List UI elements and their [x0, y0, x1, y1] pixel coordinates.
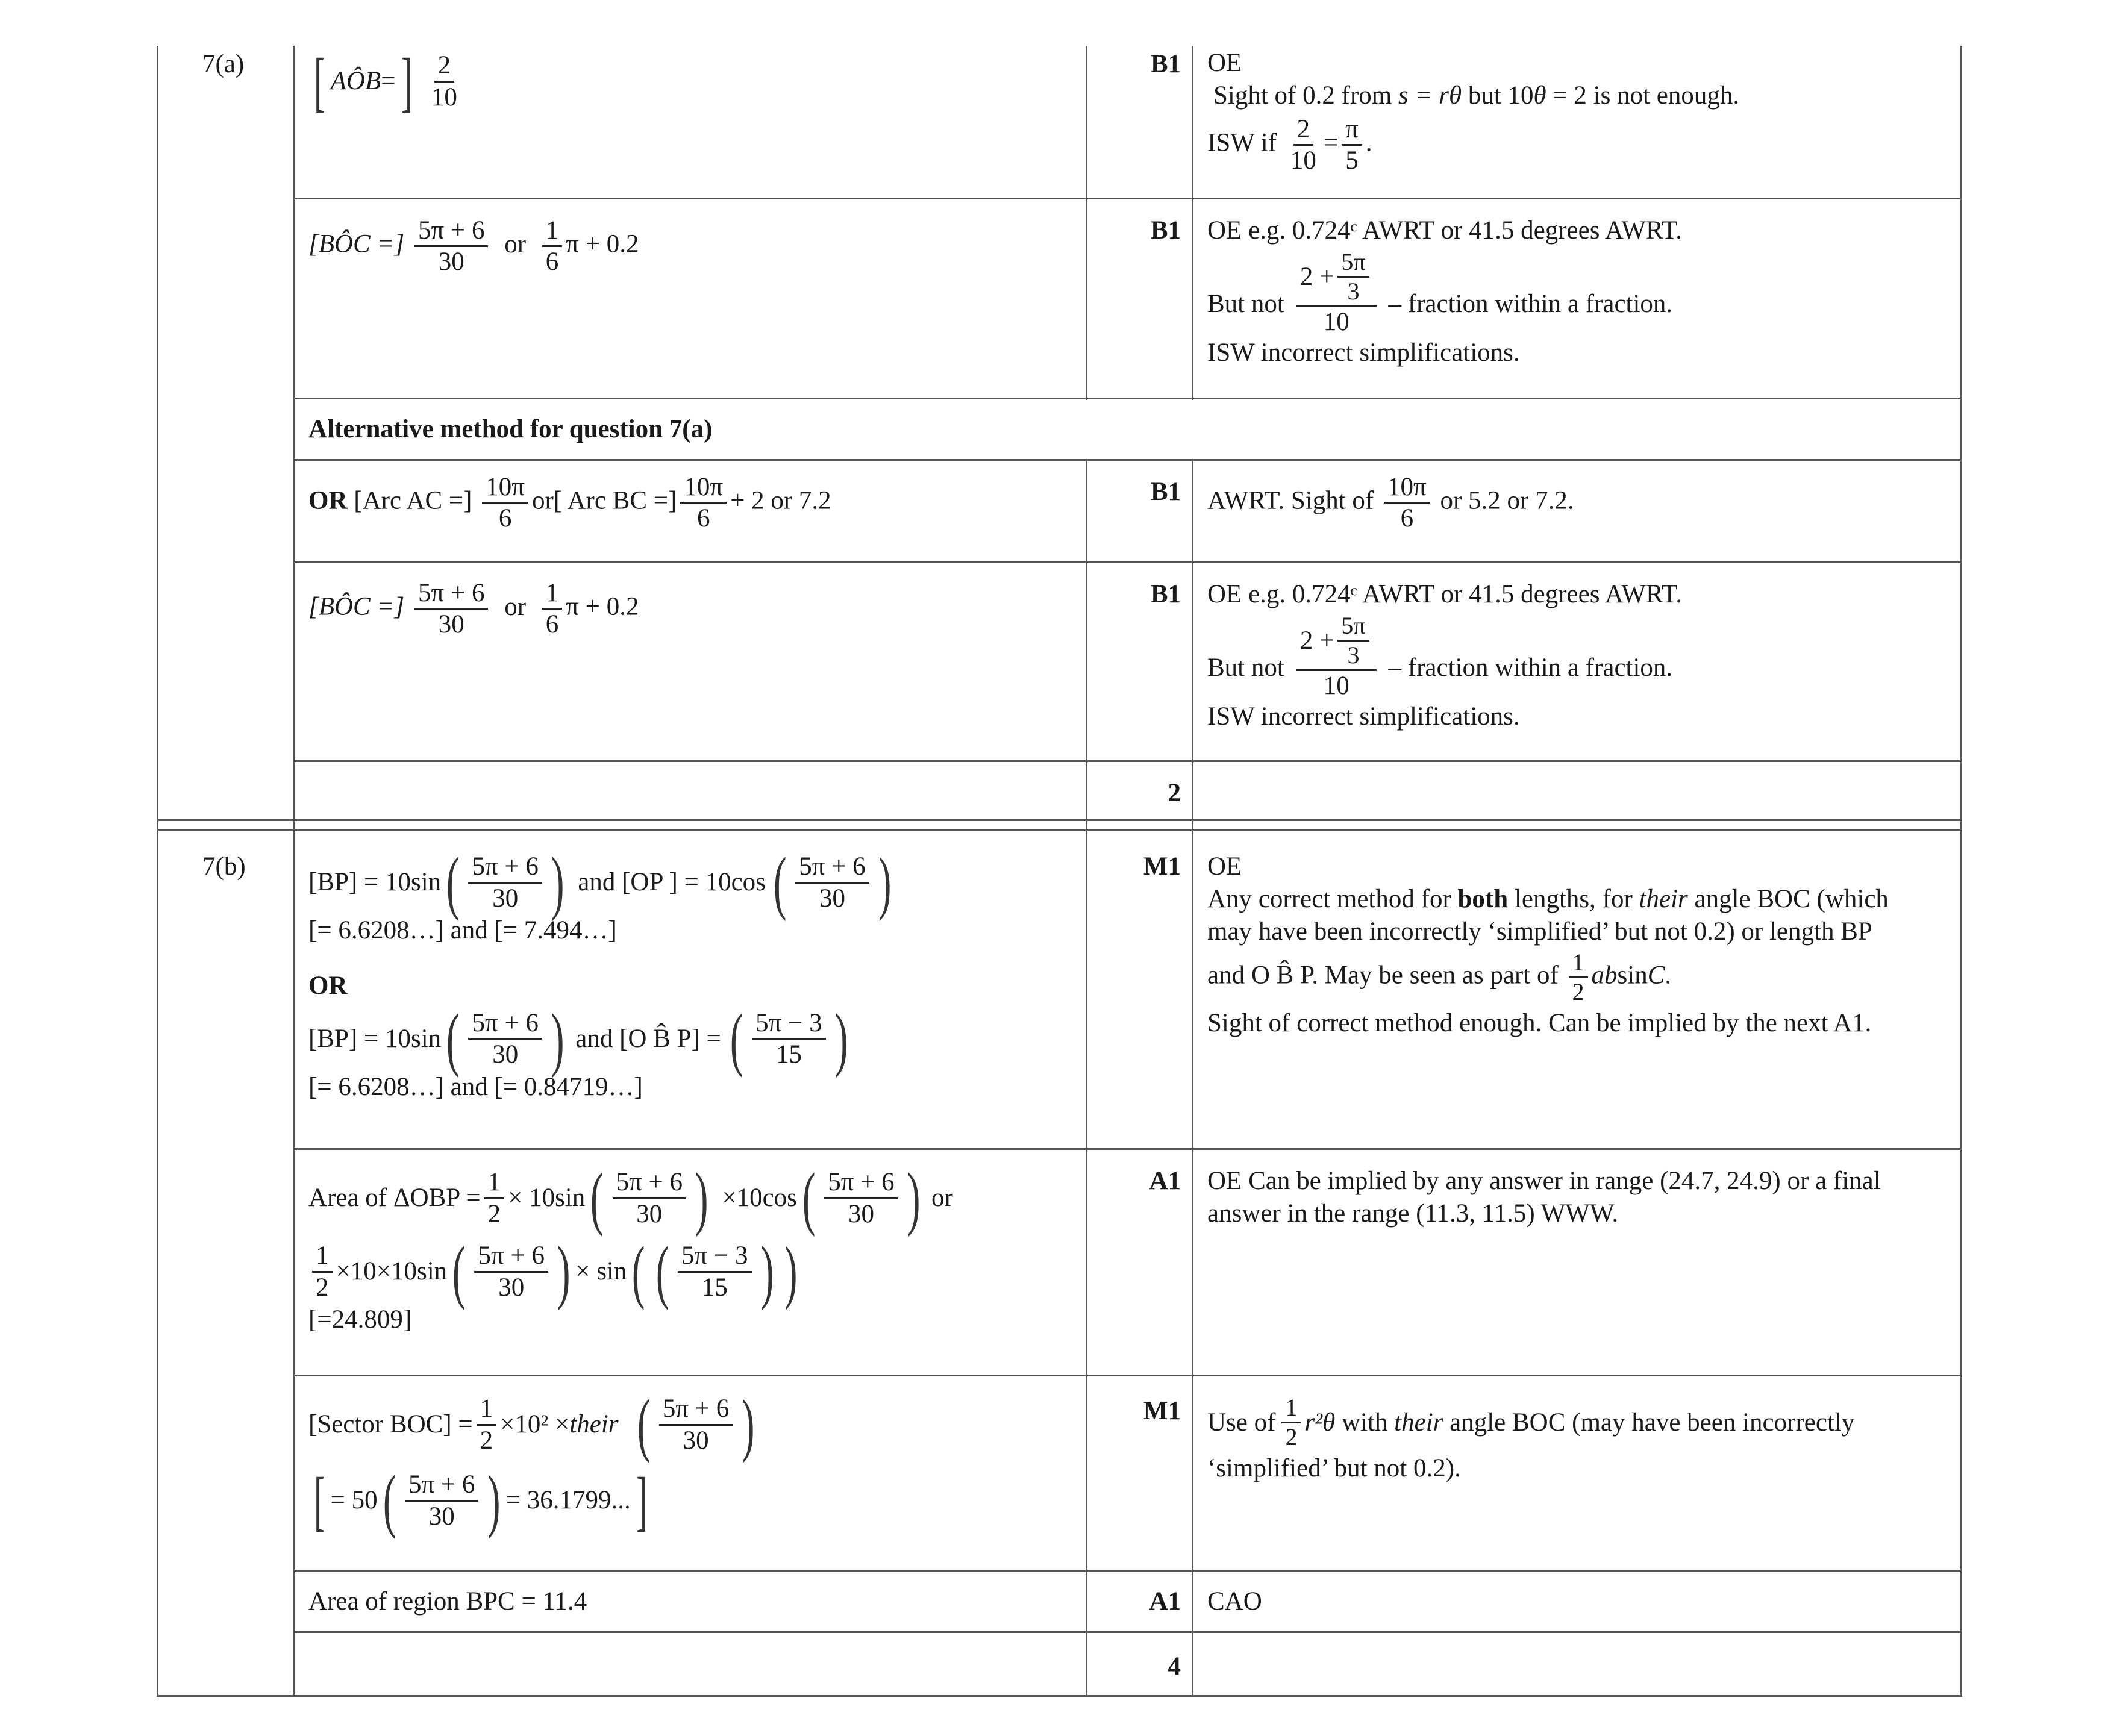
denominator: 10 — [1323, 671, 1349, 700]
fraction — [474, 1242, 548, 1300]
text-their: their — [1639, 884, 1688, 913]
denominator: 6 — [498, 504, 512, 533]
guidance-line: OE Can be implied by any answer in range (24.7, 24.9) or a final — [1207, 1167, 1881, 1195]
7b-row4-mark: A1 — [1149, 1587, 1181, 1616]
guidance-oe-line: OE e.g. 0.724ᶜ AWRT or 41.5 degrees AWRT. — [1207, 216, 1682, 245]
text: and O B̂ P. May be seen as part of — [1207, 961, 1559, 990]
numerator: 5π — [1337, 249, 1369, 278]
arc-ac-label: [Arc AC =] — [354, 486, 472, 515]
rule-7b-r2 — [293, 1375, 1962, 1376]
rule-left-outer — [157, 46, 158, 1697]
text: Any correct method for — [1207, 884, 1458, 913]
guidance-isw-line: ISW incorrect simplifications. — [1207, 702, 1520, 731]
text: angle BOC (may have been incorrectly — [1443, 1408, 1855, 1437]
rule-7a-r1 — [293, 198, 1962, 199]
guidance-isw-line — [1207, 116, 1954, 174]
text: + 2 or 7.2 — [730, 486, 831, 515]
fraction — [1337, 613, 1369, 668]
text: 2 + — [1299, 626, 1334, 655]
denominator: 6 — [545, 610, 559, 639]
text: ×10×10sin — [336, 1257, 448, 1286]
denominator: 2 — [480, 1426, 493, 1455]
numerator: 10π — [680, 473, 727, 504]
rule-right-outer — [1960, 46, 1962, 1697]
fraction — [542, 579, 563, 638]
guidance-line — [1207, 1395, 1954, 1450]
text: and [O B̂ P] = — [575, 1024, 721, 1053]
7b-row1-mark: M1 — [1143, 852, 1181, 881]
denominator: 6 — [696, 504, 710, 533]
text: angle BOC (which — [1687, 884, 1889, 913]
denominator: 6 — [1400, 504, 1414, 533]
denominator: 30 — [498, 1273, 525, 1302]
text-their: their — [569, 1410, 619, 1439]
numerator: 1 — [542, 579, 563, 610]
rule-col-question — [293, 46, 295, 1697]
7b-row2-guidance — [1207, 1165, 1954, 1230]
sector-value-line — [308, 1461, 1080, 1540]
text: [BP] = 10sin — [308, 868, 442, 897]
or-bold: OR — [308, 971, 348, 1000]
text: Use of — [1207, 1408, 1276, 1437]
7b-row2-answer — [308, 1158, 1080, 1336]
fraction-2-over-10 — [428, 52, 461, 110]
numerator: 1 — [484, 1169, 505, 1199]
numerator: 10π — [1384, 473, 1430, 504]
denominator: 30 — [438, 248, 464, 276]
equals-sign: = — [1323, 128, 1339, 157]
text: [Sector BOC] = — [308, 1410, 473, 1439]
guidance-sight-line — [1213, 80, 1954, 112]
rule-7b-r1 — [293, 1148, 1962, 1150]
denominator: 30 — [492, 884, 519, 913]
bp-obp-line — [308, 999, 1080, 1078]
denominator: 15 — [775, 1040, 802, 1069]
fraction — [414, 217, 488, 275]
paren-group: ( $\frac{5\pi + 6}{30}$ ) — [637, 1385, 755, 1464]
guidance-line — [1207, 883, 1954, 916]
rule-7a-r2 — [293, 398, 1962, 399]
numerator: 5π + 6 — [824, 1169, 898, 1199]
paren-group: ( $\frac{5\pi + 6}{30}$ ) — [446, 999, 564, 1078]
denominator: 5 — [1345, 146, 1359, 175]
guidance-line: answer in the range (11.3, 11.5) WWW. — [1207, 1199, 1619, 1228]
paren-group: ( $\frac{5\pi + 6}{30}$ ) — [802, 1158, 921, 1237]
paren-group: ( $\frac{5\pi - 3}{15}$ ) — [655, 1232, 774, 1311]
denominator: 30 — [636, 1199, 663, 1228]
text: × 10sin — [508, 1184, 586, 1213]
denominator: 10 — [1290, 146, 1316, 175]
7b-row3-answer — [308, 1385, 1080, 1540]
ab: ab — [1591, 961, 1618, 990]
text: × sin — [575, 1257, 627, 1286]
7a-total-marks: 2 — [1168, 779, 1181, 807]
7a-row1-mark: B1 — [1150, 50, 1181, 78]
formula-r-squared-theta: r²θ — [1304, 1408, 1336, 1437]
numerator: 5π − 3 — [752, 1010, 825, 1040]
guidance-but-not-line — [1207, 249, 1954, 336]
fraction — [468, 853, 542, 911]
7b-row1-guidance — [1207, 851, 1954, 1040]
sin: sin — [1617, 961, 1648, 990]
numerator: 5π — [1337, 613, 1369, 642]
guidance-isw-line: ISW incorrect simplifications. — [1207, 338, 1520, 367]
guidance-line: may have been incorrectly ‘simplified’ but not 0.2) or length BP — [1207, 917, 1872, 946]
or-text: or — [504, 592, 527, 621]
7b-total-marks: 4 — [1168, 1652, 1181, 1681]
7a-row3-mark: B1 — [1150, 478, 1181, 506]
guidance-oe: OE — [1207, 852, 1242, 881]
text: ×10cos — [722, 1184, 797, 1213]
text: = 36.1799... — [505, 1486, 631, 1515]
7b-row4-answer: Area of region BPC = 11.4 — [308, 1587, 587, 1616]
numerator: 5π + 6 — [659, 1395, 733, 1425]
7b-row3-mark: M1 — [1143, 1397, 1181, 1425]
numerator: 5π + 6 — [414, 217, 488, 247]
text: [BP] = 10sin — [308, 1024, 442, 1053]
denominator: 30 — [819, 884, 845, 913]
rule-7a-end-1 — [157, 819, 1962, 821]
fraction — [1569, 950, 1588, 1005]
paren-group: ( $\frac{5\pi + 6}{30}$ ) — [383, 1461, 501, 1540]
fraction — [613, 1169, 686, 1227]
7a-row1-guidance — [1207, 47, 1954, 174]
numerator: 5π + 6 — [613, 1169, 686, 1199]
numerator: 1 — [1569, 950, 1588, 978]
rule-bottom — [157, 1695, 1962, 1697]
numerator: π — [1342, 116, 1362, 146]
theta: θ — [1533, 81, 1546, 110]
values-line: [= 6.6208…] and [= 0.84719…] — [308, 1072, 643, 1101]
numerator: 5π + 6 — [795, 853, 869, 883]
text: or 5.2 or 7.2. — [1440, 486, 1574, 515]
pi-plus-text: π + 0.2 — [566, 592, 639, 621]
text: Area of ΔOBP = — [308, 1184, 481, 1213]
alternative-method-heading: Alternative method for question 7(a) — [308, 415, 713, 443]
denominator: 10 — [1323, 307, 1349, 336]
text: but 10 — [1462, 81, 1534, 110]
denominator: 15 — [701, 1273, 728, 1302]
question-number-7b: 7(b) — [202, 852, 246, 881]
fraction — [1384, 473, 1430, 532]
denominator: 2 — [487, 1199, 501, 1228]
arc-bc-label: or[ Arc BC =] — [531, 486, 677, 515]
denominator: 30 — [428, 1502, 455, 1531]
numerator: 10π — [482, 473, 528, 504]
paren-group: ( ( $\frac{5\pi - 3}{15}$ ) ) — [632, 1232, 798, 1311]
area-obp-line — [308, 1158, 1080, 1237]
c: C — [1647, 961, 1665, 990]
denominator: 10 — [431, 83, 457, 111]
7a-row1-answer — [308, 45, 464, 118]
7a-row4-mark: B1 — [1150, 580, 1181, 608]
text: lengths, for — [1508, 884, 1639, 913]
fraction — [414, 579, 488, 638]
rule-7b-r4 — [293, 1631, 1962, 1633]
pi-plus-text: π + 0.2 — [566, 229, 639, 258]
period: . — [1365, 128, 1372, 157]
7a-row3-answer — [308, 473, 831, 532]
formula-s-r-theta: s = rθ — [1398, 81, 1462, 110]
angle-boc-label: [BÔC =] — [308, 229, 405, 258]
denominator: 30 — [492, 1040, 519, 1069]
text: Sight of 0.2 from — [1213, 81, 1398, 110]
rule-col-marks — [1192, 46, 1193, 400]
text: But not — [1207, 290, 1284, 319]
7b-row4-guidance: CAO — [1207, 1587, 1262, 1616]
text: But not — [1207, 654, 1284, 682]
rule-col-answer-2 — [1086, 459, 1087, 1697]
7b-row1-answer — [308, 843, 1080, 1103]
values-line: [= 6.6208…] and [= 7.494…] — [308, 916, 617, 944]
text: – fraction within a fraction. — [1388, 290, 1673, 319]
numerator: 2 — [1293, 116, 1314, 146]
fraction — [752, 1010, 825, 1068]
text: ISW if — [1207, 128, 1283, 157]
fraction-within-fraction — [1296, 613, 1377, 699]
numerator — [1296, 613, 1377, 671]
area-obp-alt-line — [308, 1232, 1080, 1311]
or-text: or — [504, 229, 527, 258]
7b-row2-mark: A1 — [1149, 1167, 1181, 1195]
numerator: 5π + 6 — [414, 579, 488, 610]
fraction — [542, 217, 563, 275]
fraction — [1337, 249, 1369, 304]
numerator: 1 — [477, 1395, 497, 1425]
rule-7a-alt — [293, 459, 1962, 461]
rule-col-answer — [1086, 46, 1087, 400]
guidance-line: ‘simplified’ but not 0.2). — [1207, 1454, 1461, 1482]
text: – fraction within a fraction. — [1388, 654, 1673, 682]
fraction — [405, 1471, 478, 1529]
rule-7a-end-2 — [157, 829, 1962, 831]
bp-op-line — [308, 843, 1080, 922]
fraction — [680, 473, 727, 532]
fraction-within-fraction — [1296, 249, 1377, 336]
text: with — [1335, 1408, 1395, 1437]
numerator: 1 — [1281, 1395, 1301, 1423]
paren-group: ( $\frac{5\pi + 6}{30}$ ) — [773, 843, 892, 922]
text: and [OP ] = 10cos — [578, 868, 766, 897]
paren-group: ( $\frac{5\pi - 3}{15}$ ) — [730, 999, 848, 1078]
rule-7a-r4 — [293, 760, 1962, 762]
text: ×10² × — [500, 1410, 570, 1439]
7a-row2-guidance — [1207, 214, 1954, 369]
guidance-oe-line: OE e.g. 0.724ᶜ AWRT or 41.5 degrees AWRT. — [1207, 580, 1682, 608]
close-bracket: ] — [401, 45, 412, 118]
open-bracket: [ — [314, 45, 325, 118]
text: AWRT. Sight of — [1207, 486, 1374, 515]
denominator: 6 — [545, 248, 559, 276]
fraction — [659, 1395, 733, 1453]
paren-group: ( $\frac{5\pi + 6}{30}$ ) — [590, 1158, 708, 1237]
paren-group: ( $\frac{5\pi + 6}{30}$ ) — [446, 843, 564, 922]
7a-row3-guidance — [1207, 473, 1954, 532]
7b-row3-guidance — [1207, 1395, 1954, 1485]
equals-sign: = — [381, 67, 396, 96]
numerator: 5π − 3 — [678, 1242, 751, 1272]
text-their: their — [1394, 1408, 1443, 1437]
guidance-but-not-line — [1207, 613, 1954, 699]
fraction — [795, 853, 869, 911]
denominator: 2 — [1285, 1423, 1298, 1450]
angle-boc-label: [BÔC =] — [308, 592, 405, 621]
fraction — [1287, 116, 1320, 174]
7a-row2-mark: B1 — [1150, 216, 1181, 245]
text-both: both — [1457, 884, 1509, 913]
denominator: 30 — [848, 1199, 874, 1228]
numerator: 5π + 6 — [405, 1471, 478, 1501]
denominator: 3 — [1347, 277, 1360, 305]
or-bold: OR — [308, 486, 348, 515]
bracket-group: [ = 50 ( $\frac{5\pi + 6}{30}$ ) = 36.1799... ] — [314, 1461, 648, 1540]
guidance-line: Sight of correct method enough. Can be implied by the next A1. — [1207, 1009, 1872, 1038]
numerator — [1296, 249, 1377, 307]
text: = 2 is not enough. — [1546, 81, 1740, 110]
denominator: 2 — [316, 1273, 329, 1302]
numerator: 1 — [312, 1242, 333, 1272]
rule-col-marks-2 — [1192, 459, 1193, 1697]
text: 2 + — [1299, 262, 1334, 291]
numerator: 5π + 6 — [468, 853, 542, 883]
guidance-line: and O B̂ P. May be seen as part of $\frac{1}{2}$ absinC. — [1207, 949, 1672, 1006]
fraction — [678, 1242, 751, 1300]
fraction — [468, 1010, 542, 1068]
fraction — [1281, 1395, 1301, 1450]
sector-line — [308, 1385, 1080, 1464]
fraction — [312, 1242, 333, 1300]
7a-row4-answer — [308, 579, 639, 638]
denominator: 30 — [683, 1426, 709, 1455]
question-number-7a: 7(a) — [202, 50, 245, 78]
rule-7b-r3 — [293, 1570, 1962, 1572]
angle-aob: AÔB — [330, 67, 381, 96]
paren-group: ( $\frac{5\pi + 6}{30}$ ) — [452, 1232, 571, 1311]
denominator: 3 — [1347, 641, 1360, 669]
denominator: 2 — [1572, 978, 1584, 1006]
7a-row4-guidance — [1207, 578, 1954, 733]
fraction — [477, 1395, 497, 1453]
numerator: 5π + 6 — [468, 1010, 542, 1040]
fraction — [482, 473, 528, 532]
numerator: 5π + 6 — [474, 1242, 548, 1272]
rule-7a-r3 — [293, 561, 1962, 563]
area-value: [=24.809] — [308, 1305, 412, 1334]
fraction — [1342, 116, 1362, 174]
text: = 50 — [330, 1486, 378, 1515]
numerator: 2 — [434, 52, 455, 82]
fraction — [484, 1169, 505, 1227]
guidance-oe: OE — [1207, 49, 1242, 77]
denominator: 30 — [438, 610, 464, 639]
fraction — [824, 1169, 898, 1227]
numerator: 1 — [542, 217, 563, 247]
7a-row2-answer — [308, 217, 639, 275]
or-text: or — [931, 1184, 953, 1213]
